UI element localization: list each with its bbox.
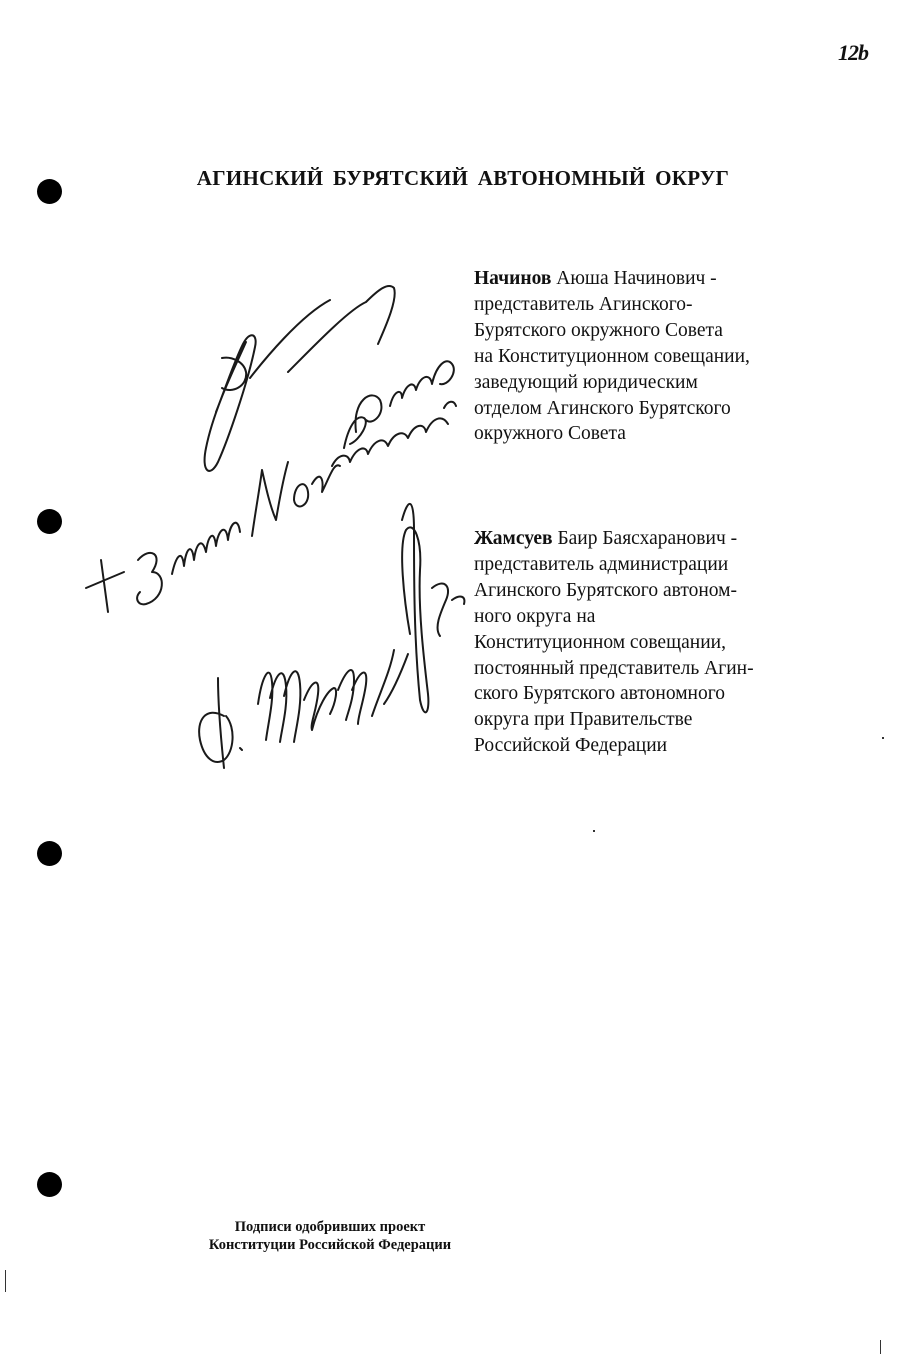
entry-line: Бурятского окружного Совета bbox=[474, 319, 723, 341]
entry-line: постоянный представитель Агин- bbox=[474, 657, 754, 679]
footer-caption bbox=[170, 1218, 490, 1254]
entry-line: округа при Правительстве bbox=[474, 709, 693, 731]
entry-line: ского Бурятского автономного bbox=[474, 683, 725, 705]
entry-line: Агинского Бурятского автоном- bbox=[474, 579, 737, 601]
scan-speck bbox=[880, 1340, 881, 1354]
footer-line: Конституции Российской Федерации bbox=[208, 1237, 452, 1253]
handwritten-note-strokes bbox=[86, 361, 456, 612]
entry-line: представитель Агинского- bbox=[474, 293, 693, 315]
entry-first-line bbox=[474, 266, 804, 292]
footer-line: Подписи одобривших проект bbox=[234, 1219, 426, 1235]
entry-line: Российской Федерации bbox=[474, 735, 668, 757]
entry-line: окружного Совета bbox=[474, 423, 626, 445]
page-title: АГИНСКИЙ БУРЯТСКИЙ АВТОНОМНЫЙ ОКРУГ bbox=[196, 166, 730, 190]
scan-speck bbox=[593, 830, 595, 832]
delegate-name: Аюша Начинович - bbox=[551, 268, 717, 289]
scan-speck bbox=[882, 737, 884, 739]
punch-hole bbox=[37, 509, 62, 534]
signature-zhamsuev bbox=[199, 678, 242, 768]
scan-speck bbox=[5, 1270, 6, 1292]
delegate-surname: Жамсуев bbox=[474, 528, 553, 549]
entry-first-line bbox=[474, 526, 804, 552]
entry-line: ного округа на bbox=[474, 605, 596, 627]
punch-hole bbox=[37, 1172, 62, 1197]
page-number: 12b bbox=[838, 40, 868, 65]
entry-line: Конституционном совещании, bbox=[474, 631, 726, 653]
entry-line: заведующий юридическим bbox=[474, 371, 698, 393]
delegate-surname: Начинов bbox=[474, 268, 552, 289]
signature-nachinov bbox=[205, 286, 395, 471]
delegate-entry-nachinov bbox=[474, 266, 804, 447]
punch-hole bbox=[37, 841, 62, 866]
entry-line: на Конституционном совещании, bbox=[474, 345, 750, 367]
delegate-name: Баир Баясхаранович - bbox=[552, 528, 738, 549]
delegate-entry-zhamsuev bbox=[474, 526, 804, 759]
entry-line: представитель администрации bbox=[474, 553, 729, 575]
entry-line: отделом Агинского Бурятского bbox=[474, 397, 731, 419]
